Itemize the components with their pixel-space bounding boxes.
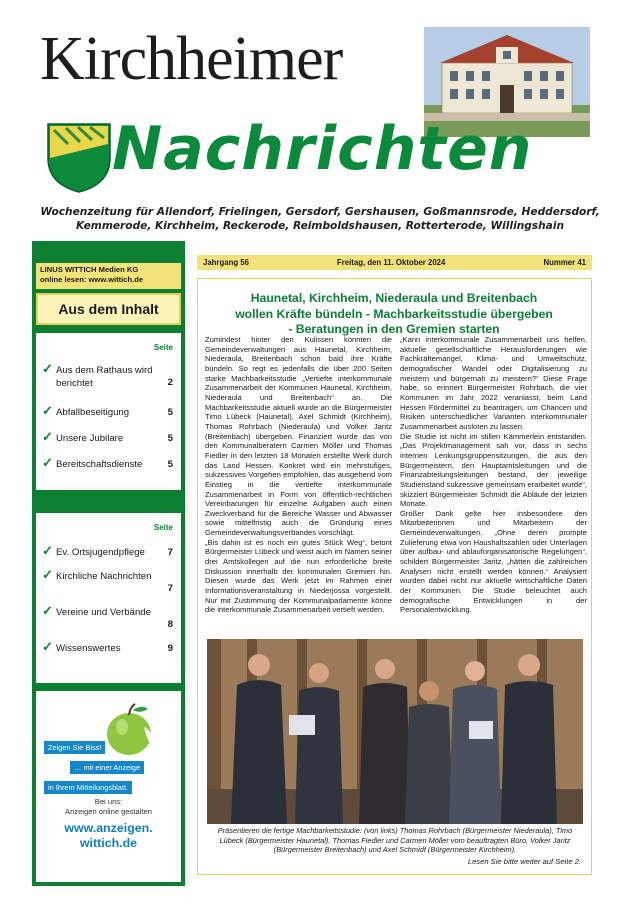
toc-item-label: Vereine und Verbände	[56, 607, 151, 618]
article-column-right	[400, 335, 587, 615]
issue-date: Freitag, den 11. Oktober 2024	[337, 258, 446, 267]
ad-slogan-line1: Zeigen Sie Biss!	[44, 741, 105, 754]
coat-of-arms-logo	[44, 118, 114, 194]
toc-heading: Aus dem Inhalt	[58, 301, 159, 317]
toc-item-label: Kirchliche Nachrichten	[56, 571, 152, 582]
toc-item-page: 9	[167, 643, 173, 654]
ad-url-line1: www.anzeigen.	[64, 821, 153, 835]
masthead	[0, 0, 625, 240]
headline-line1: Haunetal, Kirchheim, Niederaula und Breitenbach	[250, 291, 538, 305]
toc-item-label: Wissenswertes	[56, 643, 121, 654]
toc-item-label: Unsere Jubilare	[56, 433, 124, 444]
article-photo	[207, 639, 583, 824]
apple-icon	[100, 701, 158, 759]
toc-section-2	[36, 513, 181, 683]
advertisement-panel[interactable]	[36, 691, 181, 882]
checkmark-icon: ✓	[42, 543, 53, 558]
newspaper-title-line1: Kirchheimer	[40, 25, 343, 93]
toc-seite-label: Seite	[153, 343, 173, 352]
newspaper-subtitle: Wochenzeitung für Allendorf, Frielingen, Gersdorf, Gershausen, Goßmannsrode, Heddersdorf, Kemmerode, Kirchheim, Reckerode, Reimboldshausen, Rotterterode, Willingshain	[40, 206, 600, 232]
toc-item-page: 5	[167, 407, 173, 418]
publisher-info	[36, 263, 181, 289]
article-paragraph: Großer Dank gelte hier insbesondere den Mitarbeiterinnen und Mitarbeitern der Gemeindeverwaltungen. „Ohne deren prompte Zulieferung etwa von Haushaltszahlen oder Unterlagen über aufbau- und ablauforganisatorische Regelungen“, schildert Bürgermeister Jaritz, „hätten die zahlreichen Analysen nicht erstellt werden können.“ Analysiert wurden dabei nicht nur aktuelle wirtschaftliche Daten der Kommunen. Die Studie beleuchtet auch demografische Entwicklungen in der Personalentwicklung.	[400, 508, 587, 615]
toc-seite-label: Seite	[153, 523, 173, 532]
checkmark-icon: ✓	[42, 429, 53, 444]
article-paragraph: Die Studie ist nicht im stillen Kämmerlein entstanden. „Das Projektmanagement sah vor, dass in sechs internen Lenkungsgruppensitzungen, die aus den Bürgermeistern, den Hauptamtsleitungen und die Finanzabteilungsleitungen bestand, der jeweilige Studienstand sukzessive gemeinsam erarbeitet wurde“, skizziert Bürgermeister Schmidt die Abläufe der letzten Monate.	[400, 431, 587, 509]
ad-description-line1: Bei uns:	[94, 797, 123, 806]
toc-item-page: 8	[167, 619, 173, 630]
checkmark-icon: ✓	[42, 403, 53, 418]
article-paragraph: „Bis dahin ist es noch ein gutes Stück Weg“, betont Bürgermeister Lübeck und weist auch im Namen seiner drei Amtskollegen auf die nun erforderliche breite Diskussion innerhalb der kommunalen Gremien hin. Diesen wurde das Werk jetzt im Rahmen einer Informationsveranstaltung in Niederjossa vorgestellt. Nur mit Zustimmung der Kommunalparlamente könne die interkommunale Zusammenarbeit vertieft werden.	[205, 537, 392, 615]
article-column-left	[205, 335, 392, 615]
checkmark-icon: ✓	[42, 639, 53, 654]
ad-url-line2: wittich.de	[79, 836, 138, 850]
checkmark-icon: ✓	[42, 455, 53, 470]
ad-description-line2: Anzeigen online gestalten	[65, 807, 152, 816]
headline-line3: - Beratungen in den Gremien starten	[288, 322, 500, 336]
article-headline	[208, 291, 580, 338]
issue-number: Nummer 41	[543, 258, 586, 267]
ad-url-link[interactable]	[36, 821, 181, 851]
newspaper-title-line2: Nachrichten	[112, 114, 533, 184]
issue-volume: Jahrgang 56	[203, 258, 249, 267]
article-paragraph: Zumindest hinter den Kulissen könnten die Gemeindeverwaltungen aus Haunetal, Kirchheim, Niederaula, Breitenbach schon bald ihre Kräfte bündeln. So regt es jedenfalls die über 200 Seiten starke Machbarkeitsstudie „Vertiefte interkommunale Zusammenarbeit der Kommunen Haunetal, Kirchheim, Niederaula und Breitenbach“ an. Die Machbarkeitsstudie aktuell wurde an die Bürgermeister Timo Lübeck (Haunetal), Axel Schmidt (Kirchheim), Thomas Rohrbach (Niederaula) und Volker Jaritz (Breitenbach) übergeben. Finanziert wurde das von den Kommunalberatern Carmen Möller und Thomas Fiedler in den letzten 18 Monaten erstellte Werk durch das Land Hessen. Konkret wird ein mehrstufiges, sukzessives Vorgehen empfohlen, das ausgehend vom Einstieg in die vertiefte interkommunale Zusammenarbeit in Form von öffentlich-rechtlichen Vereinbarungen für einzelne Aufgaben auch einen Zweckverband für die Bereiche Wasser und Abwasser sowie mittelfristig auch die Gründung eines Gemeindeverwaltungsverbandes vorschlägt.	[205, 335, 392, 538]
headline-line2: wollen Kräfte bündeln - Machbarkeitsstudie übergeben	[235, 306, 553, 321]
ad-slogan-line2: … mit einer Anzeige	[70, 761, 144, 774]
publisher-name: LINUS WITTICH Medien KG	[40, 265, 139, 274]
continue-note: Lesen Sie bitte weiter auf Seite 2.	[467, 857, 581, 866]
toc-section-1	[36, 333, 181, 490]
lead-article	[197, 278, 592, 875]
article-paragraph: „Kann interkommunale Zusammenarbeit uns helfen, aktuelle gesellschaftliche Herausforderungen wie Fachkräftemangel, Klima- und Umweltschutz, demografischer Wandel oder Digitalisierung zu meistern und bürgernah zu meistern?“ Diese Frage habe, so erinnert Bürgermeister Rohrbach, die vier Kommunen im Jahr 2022 veranlasst, beim Land Hessen Fördermittel zu beantragen, um Chancen und Risiken unterschiedlicher Varianten interkommunaler Zusammenarbeit ausloten zu lassen.	[400, 335, 587, 431]
ad-slogan-line3: in Ihrem Mitteilungsblatt.	[44, 781, 132, 794]
photo-caption: Präsentieren die fertige Machbarkeitsstudie: (von links) Thomas Rohrbach (Bürgermeister Niederaula), Timo Lübeck (Bürgermeister Haunetal), Thomas Fiedler und Carmen Möller vom beauftragten Büro, Volker Jaritz (Bürgermeister Breitenbach) und Axel Schmidt (Bürgermeister Kirchheim).	[217, 826, 573, 855]
toc-item-label: Aus dem Rathaus wird berichtet	[56, 365, 153, 389]
ad-description	[36, 797, 181, 817]
toc-item-label: Ev. Ortsjugendpflege	[56, 547, 145, 558]
toc-item-page: 7	[167, 583, 173, 594]
toc-item-page: 5	[167, 459, 173, 470]
toc-item-page: 2	[167, 377, 173, 388]
toc-item-page: 5	[167, 433, 173, 444]
toc-item-label: Abfallbeseitigung	[56, 407, 130, 418]
toc-item-label: Bereitschaftsdienste	[56, 459, 143, 470]
sidebar	[32, 241, 185, 886]
checkmark-icon: ✓	[42, 361, 53, 376]
publisher-online-link[interactable]: online lesen: www.wittich.de	[40, 275, 144, 284]
issue-info-bar	[197, 255, 592, 270]
checkmark-icon: ✓	[42, 603, 53, 618]
toc-heading-box	[36, 293, 181, 325]
checkmark-icon: ✓	[42, 567, 53, 582]
toc-item-page: 7	[167, 547, 173, 558]
